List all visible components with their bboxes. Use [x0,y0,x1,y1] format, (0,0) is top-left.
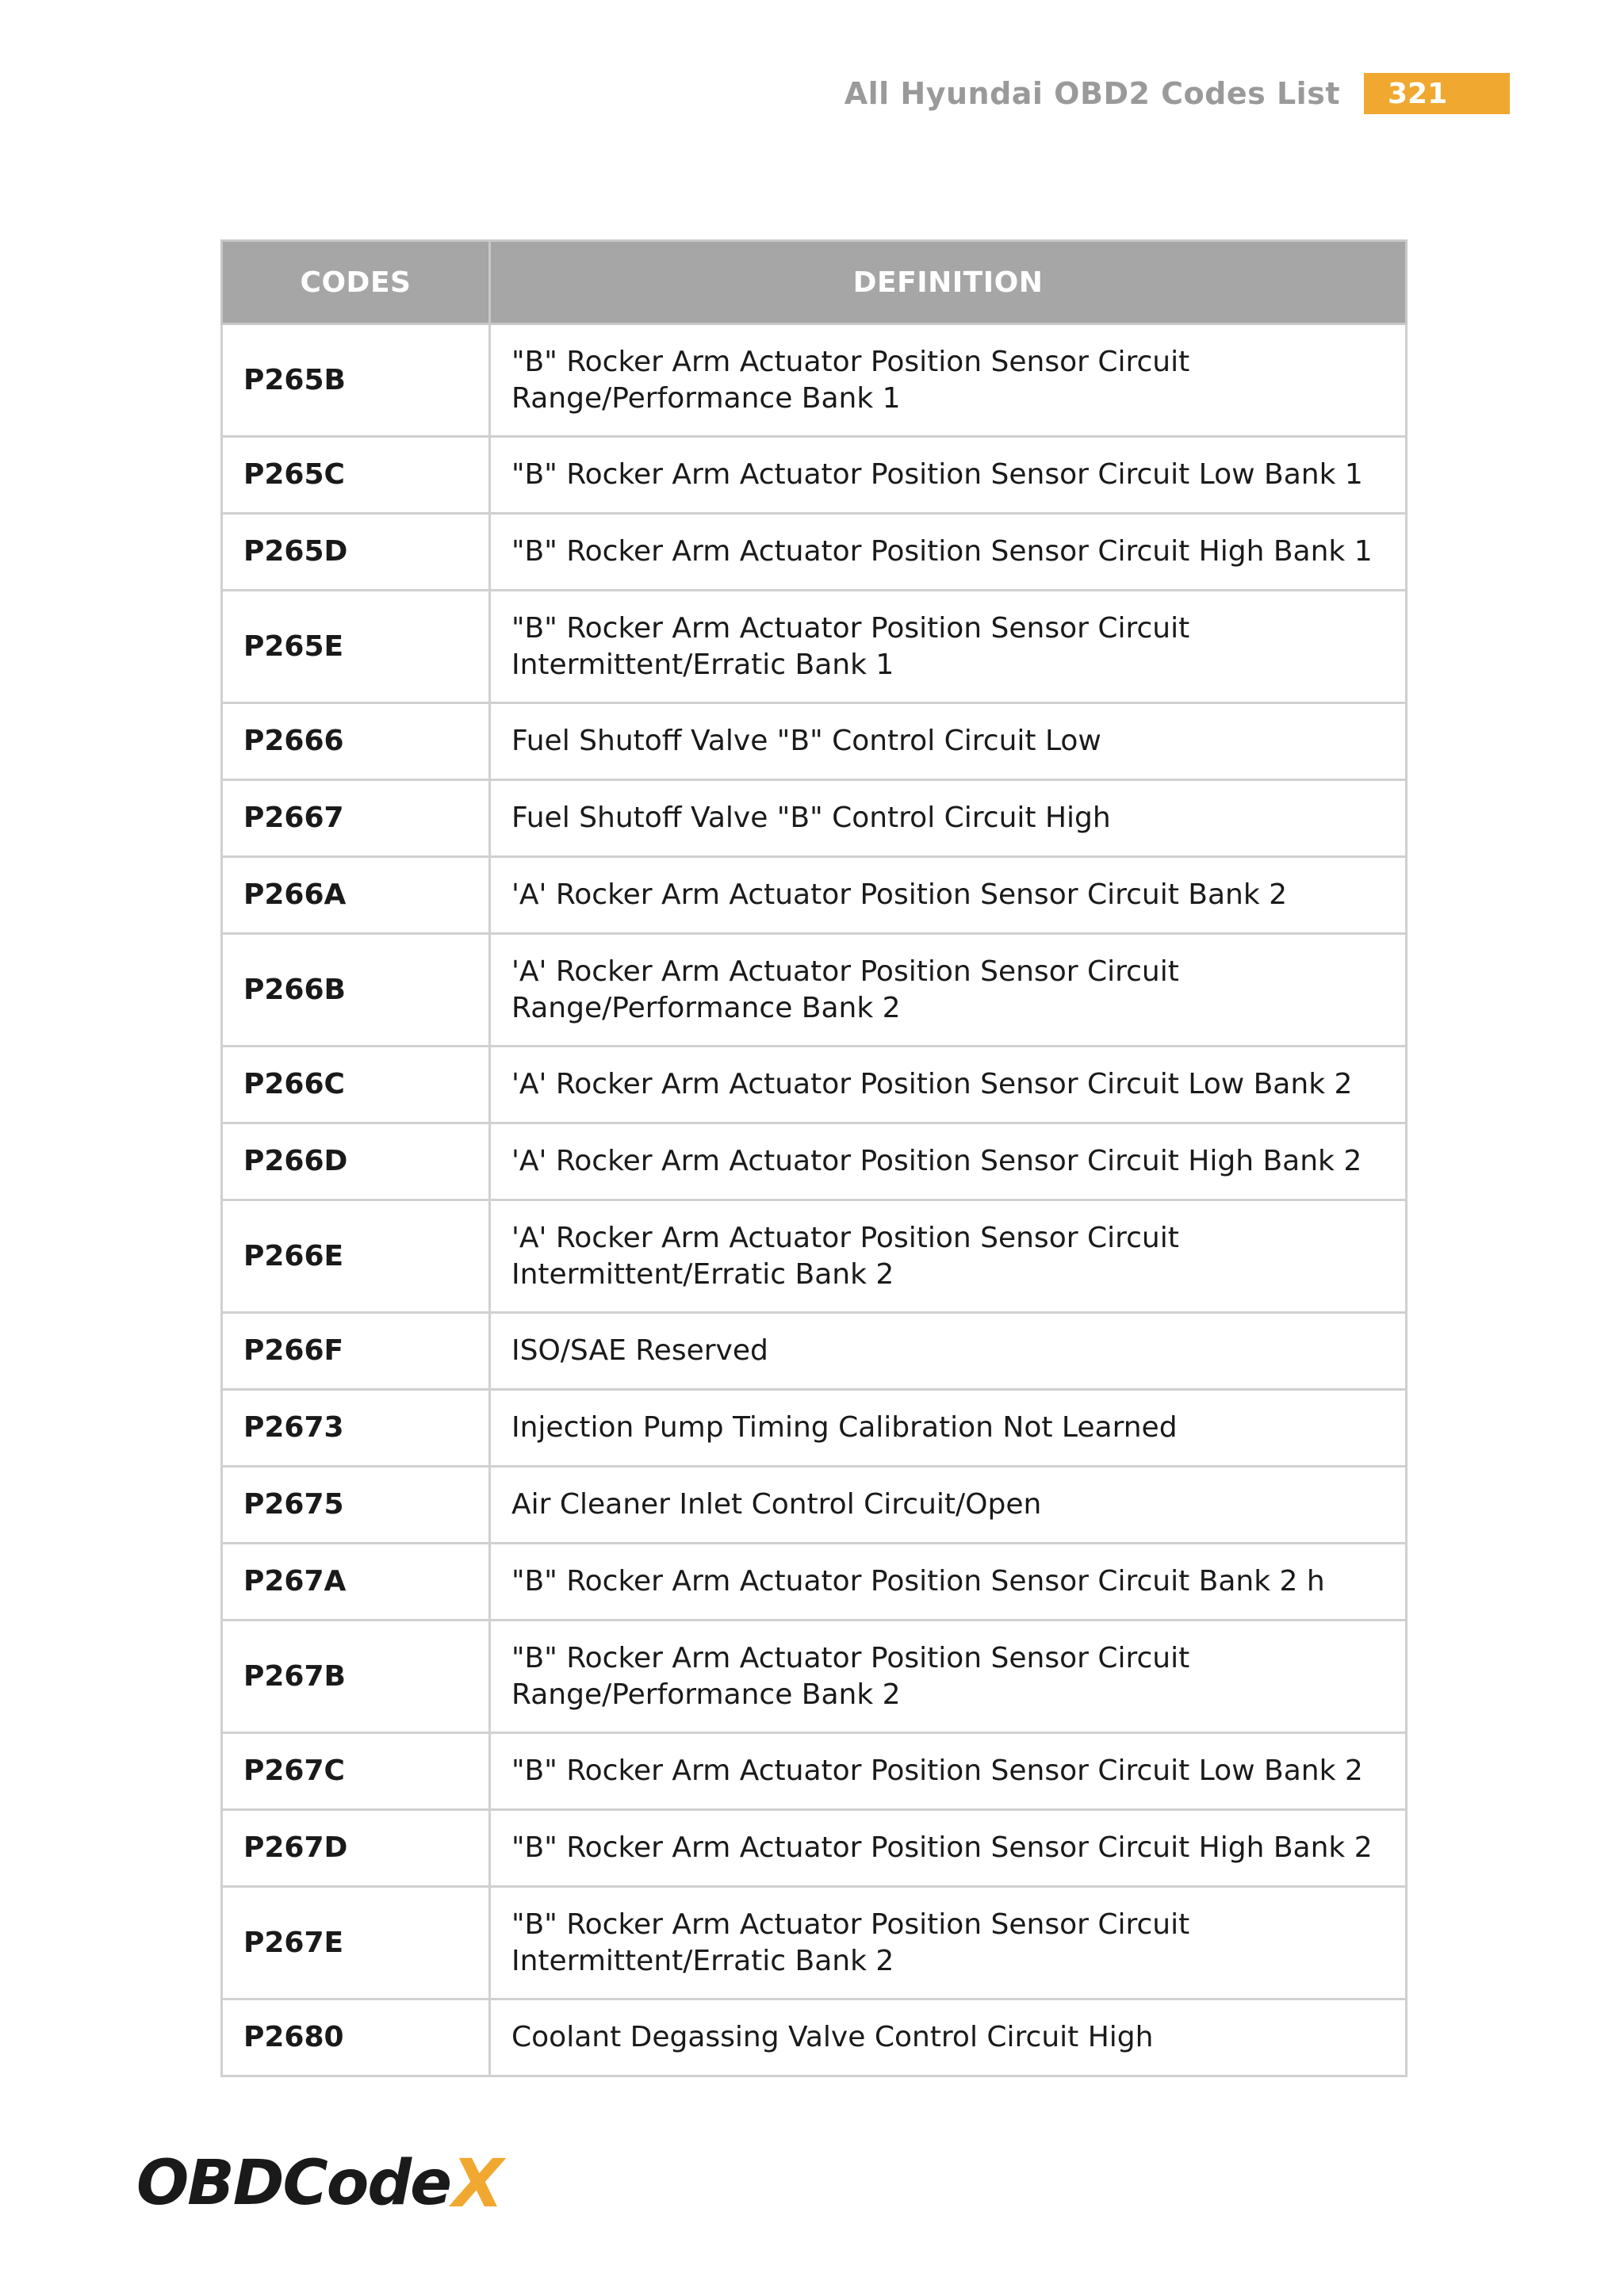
column-header-definition: DEFINITION [490,241,1407,324]
code-cell: P265D [222,514,490,591]
logo-accent-x: X [452,2145,504,2222]
definition-cell: "B" Rocker Arm Actuator Position Sensor Circuit Intermittent/Erratic Bank 1 [490,591,1407,703]
code-cell: P266E [222,1200,490,1313]
table-row [222,591,1407,703]
definition-cell: Fuel Shutoff Valve "B" Control Circuit High [490,780,1407,857]
table-row [222,934,1407,1047]
table-header-row [222,241,1407,324]
code-cell: P265B [222,324,490,437]
table-row [222,437,1407,514]
obdcodex-logo [136,2145,504,2222]
definition-cell: "B" Rocker Arm Actuator Position Sensor Circuit Range/Performance Bank 1 [490,324,1407,437]
definition-cell: 'A' Rocker Arm Actuator Position Sensor Circuit High Bank 2 [490,1123,1407,1200]
logo-wordmark: OBDCode [136,2148,451,2219]
table-row [222,1313,1407,1390]
table-row [222,514,1407,591]
table-row [222,1390,1407,1467]
code-cell: P266D [222,1123,490,1200]
code-cell: P265C [222,437,490,514]
column-header-codes: CODES [222,241,490,324]
definition-cell: "B" Rocker Arm Actuator Position Sensor Circuit Range/Performance Bank 2 [490,1621,1407,1733]
table-row [222,857,1407,934]
document-title: All Hyundai OBD2 Codes List [844,76,1340,111]
page-number-badge: 321 [1364,73,1510,114]
codes-table [220,239,1408,2077]
code-cell: P2673 [222,1390,490,1467]
table-row [222,1544,1407,1621]
definition-cell: Air Cleaner Inlet Control Circuit/Open [490,1467,1407,1544]
table-row [222,1047,1407,1123]
definition-cell: ISO/SAE Reserved [490,1313,1407,1390]
table-row [222,324,1407,437]
code-cell: P267D [222,1810,490,1887]
definition-cell: "B" Rocker Arm Actuator Position Sensor Circuit Intermittent/Erratic Bank 2 [490,1887,1407,1999]
table-row [222,1200,1407,1313]
definition-cell: "B" Rocker Arm Actuator Position Sensor Circuit Low Bank 2 [490,1733,1407,1810]
code-cell: P267B [222,1621,490,1733]
code-cell: P267A [222,1544,490,1621]
table-row [222,1467,1407,1544]
definition-cell: "B" Rocker Arm Actuator Position Sensor Circuit Bank 2 h [490,1544,1407,1621]
code-cell: P2680 [222,1999,490,2076]
page-header [845,73,1510,114]
table-row [222,780,1407,857]
definition-cell: "B" Rocker Arm Actuator Position Sensor Circuit High Bank 1 [490,514,1407,591]
definition-cell: Injection Pump Timing Calibration Not Learned [490,1390,1407,1467]
code-cell: P266A [222,857,490,934]
definition-cell: 'A' Rocker Arm Actuator Position Sensor Circuit Bank 2 [490,857,1407,934]
code-cell: P266F [222,1313,490,1390]
code-cell: P266B [222,934,490,1047]
table-row [222,703,1407,780]
definition-cell: 'A' Rocker Arm Actuator Position Sensor Circuit Low Bank 2 [490,1047,1407,1123]
code-cell: P2675 [222,1467,490,1544]
code-cell: P267E [222,1887,490,1999]
definition-cell: 'A' Rocker Arm Actuator Position Sensor Circuit Range/Performance Bank 2 [490,934,1407,1047]
table-row [222,1621,1407,1733]
code-cell: P266C [222,1047,490,1123]
definition-cell: "B" Rocker Arm Actuator Position Sensor Circuit High Bank 2 [490,1810,1407,1887]
table-row [222,1999,1407,2076]
code-cell: P2666 [222,703,490,780]
definition-cell: Coolant Degassing Valve Control Circuit High [490,1999,1407,2076]
table-row [222,1733,1407,1810]
table-row [222,1887,1407,1999]
code-cell: P267C [222,1733,490,1810]
code-cell: P2667 [222,780,490,857]
definition-cell: "B" Rocker Arm Actuator Position Sensor Circuit Low Bank 1 [490,437,1407,514]
definition-cell: Fuel Shutoff Valve "B" Control Circuit Low [490,703,1407,780]
definition-cell: 'A' Rocker Arm Actuator Position Sensor Circuit Intermittent/Erratic Bank 2 [490,1200,1407,1313]
code-cell: P265E [222,591,490,703]
table-row [222,1810,1407,1887]
table-row [222,1123,1407,1200]
